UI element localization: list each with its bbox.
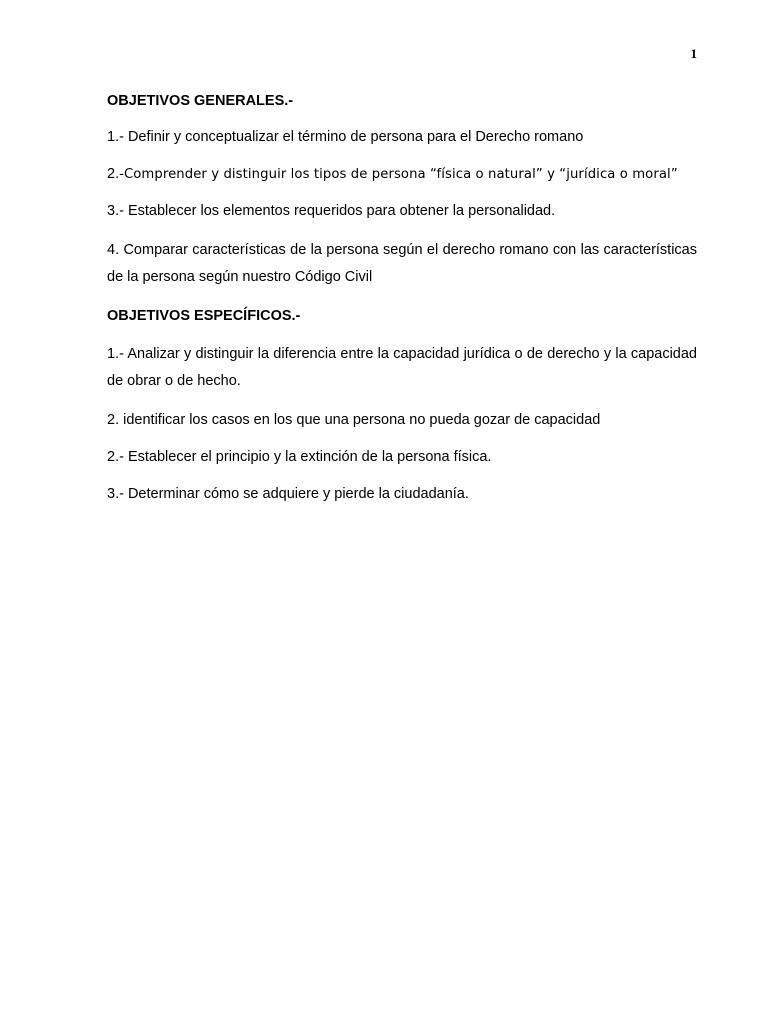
general-objectives-heading: OBJETIVOS GENERALES.- bbox=[107, 93, 294, 109]
specific-objective-3: 2.- Establecer el principio y la extinción de la persona física. bbox=[107, 449, 492, 465]
specific-objective-2: 2. identificar los casos en los que una persona no pueda gozar de capacidad bbox=[107, 412, 601, 428]
general-objective-1: 1.- Definir y conceptualizar el término de persona para el Derecho romano bbox=[107, 129, 584, 145]
general-objective-4: 4. Comparar características de la persona según el derecho romano con las características de la persona según nuestro Código Civil bbox=[107, 242, 697, 285]
general-objective-3: 3.- Establecer los elementos requeridos para obtener la personalidad. bbox=[107, 203, 556, 219]
specific-objectives-heading: OBJETIVOS ESPECÍFICOS.- bbox=[107, 308, 301, 324]
page-number: 1 bbox=[690, 46, 697, 61]
specific-objective-1: 1.- Analizar y distinguir la diferencia entre la capacidad jurídica o de derecho y la capacidad de obrar o de hecho. bbox=[107, 346, 697, 389]
general-objective-2-number: 2. bbox=[107, 166, 120, 182]
document-body bbox=[107, 90, 697, 520]
specific-objective-4: 3.- Determinar cómo se adquiere y pierde la ciudadanía. bbox=[107, 486, 469, 502]
general-objective-2 bbox=[107, 163, 697, 186]
general-objective-2-text: -Comprender y distinguir los tipos de persona “física o natural” y “jurídica o moral” bbox=[119, 167, 678, 182]
